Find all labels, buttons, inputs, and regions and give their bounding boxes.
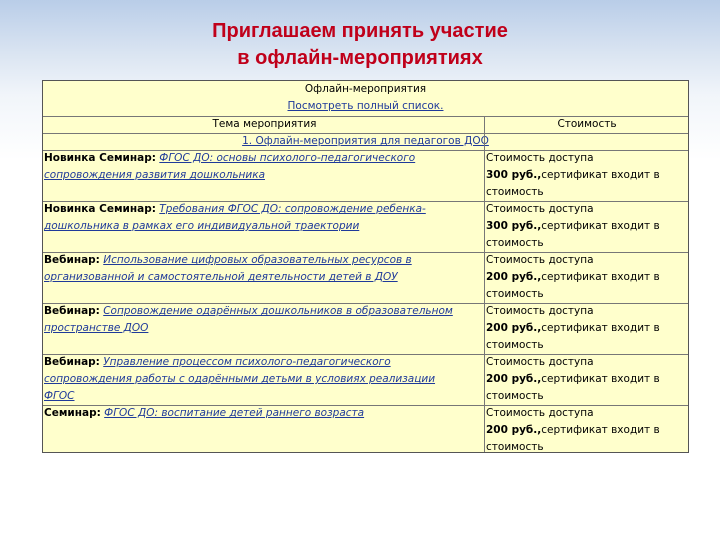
table-row <box>43 252 688 303</box>
title-line-2: в офлайн-мероприятиях <box>237 47 483 69</box>
cost-line <box>486 422 686 439</box>
certificate-note: сертификат входит в <box>541 424 660 436</box>
event-type-label: Новинка Семинар: <box>44 203 156 215</box>
event-topic-link[interactable]: Требования ФГОС ДО: сопровождение ребенка- <box>159 203 426 215</box>
cost-line <box>486 320 686 337</box>
events-table <box>42 80 689 453</box>
cost-line: Стоимость доступа <box>486 254 594 266</box>
price-value: 300 руб., <box>486 220 542 232</box>
event-type-label: Семинар: <box>44 407 101 419</box>
cost-line: Стоимость доступа <box>486 407 594 419</box>
event-type-label: Новинка Семинар: <box>44 152 156 164</box>
view-all-link[interactable]: Посмотреть полный список. <box>287 100 444 112</box>
price-value: 200 руб., <box>486 322 542 334</box>
cost-line: стоимость <box>486 441 544 453</box>
cost-line: Стоимость доступа <box>486 356 594 368</box>
cost-line: стоимость <box>486 237 544 249</box>
table-row <box>43 405 688 456</box>
cost-line <box>486 371 686 388</box>
cost-line: Стоимость доступа <box>486 152 594 164</box>
certificate-note: сертификат входит в <box>541 271 660 283</box>
event-topic-cell <box>44 252 484 286</box>
price-value: 200 руб., <box>486 373 542 385</box>
price-value: 200 руб., <box>486 424 542 436</box>
event-topic-link[interactable]: сопровождения развития дошкольника <box>44 169 265 181</box>
title-line-1: Приглашаем принять участие <box>212 20 508 42</box>
certificate-note: сертификат входит в <box>541 169 660 181</box>
event-topic-link[interactable]: дошкольника в рамках его индивидуальной траектории <box>44 220 360 232</box>
event-topic-link[interactable]: организованной и самостоятельной деятельности детей в ДОУ <box>44 271 398 283</box>
event-topic-link[interactable]: Сопровождение одарённых дошкольников в образовательном <box>103 305 453 317</box>
cost-line: Стоимость доступа <box>486 305 594 317</box>
event-cost-cell <box>486 201 686 252</box>
event-type-label: Вебинар: <box>44 254 100 266</box>
cost-line: стоимость <box>486 339 544 351</box>
event-topic-cell <box>44 354 484 405</box>
event-topic-link[interactable]: Использование цифровых образовательных ресурсов в <box>103 254 412 266</box>
event-topic-cell <box>44 150 484 184</box>
table-row <box>43 201 688 252</box>
cost-line: стоимость <box>486 186 544 198</box>
event-cost-cell <box>486 252 686 303</box>
view-all-wrap <box>43 98 688 115</box>
section-header-wrap <box>43 133 688 150</box>
column-header-cost: Стоимость <box>557 118 617 130</box>
table-heading: Офлайн-мероприятия <box>304 83 427 95</box>
column-header-topic: Тема мероприятия <box>212 118 317 130</box>
certificate-note: сертификат входит в <box>541 373 660 385</box>
table-row <box>43 150 688 201</box>
event-topic-link[interactable]: ФГОС ДО: основы психолого-педагогического <box>159 152 416 164</box>
cost-line <box>486 167 686 184</box>
event-topic-link[interactable]: ФГОС <box>44 390 75 402</box>
table-row <box>43 303 688 354</box>
event-topic-cell <box>44 201 484 235</box>
cost-line: стоимость <box>486 288 544 300</box>
event-topic-cell <box>44 303 484 337</box>
slide-title <box>0 18 720 72</box>
event-topic-link[interactable]: ФГОС ДО: воспитание детей раннего возраста <box>104 407 365 419</box>
certificate-note: сертификат входит в <box>541 220 660 232</box>
event-topic-link[interactable]: пространстве ДОО <box>44 322 149 334</box>
cost-line <box>486 218 686 235</box>
cost-line: Стоимость доступа <box>486 203 594 215</box>
event-cost-cell <box>486 354 686 405</box>
cost-line <box>486 269 686 286</box>
event-type-label: Вебинар: <box>44 305 100 317</box>
event-type-label: Вебинар: <box>44 356 100 368</box>
event-topic-link[interactable]: Управление процессом психолого-педагогического <box>103 356 391 368</box>
certificate-note: сертификат входит в <box>541 322 660 334</box>
price-value: 300 руб., <box>486 169 542 181</box>
event-cost-cell <box>486 150 686 201</box>
event-cost-cell <box>486 405 686 456</box>
section-header[interactable]: 1. Офлайн-мероприятия для педагогов ДОО <box>242 135 489 147</box>
event-topic-link[interactable]: сопровождения работы с одарёнными детьми в условиях реализации <box>44 373 436 385</box>
event-cost-cell <box>486 303 686 354</box>
price-value: 200 руб., <box>486 271 542 283</box>
cost-line: стоимость <box>486 390 544 402</box>
event-topic-cell <box>44 405 484 422</box>
table-row <box>43 354 688 405</box>
